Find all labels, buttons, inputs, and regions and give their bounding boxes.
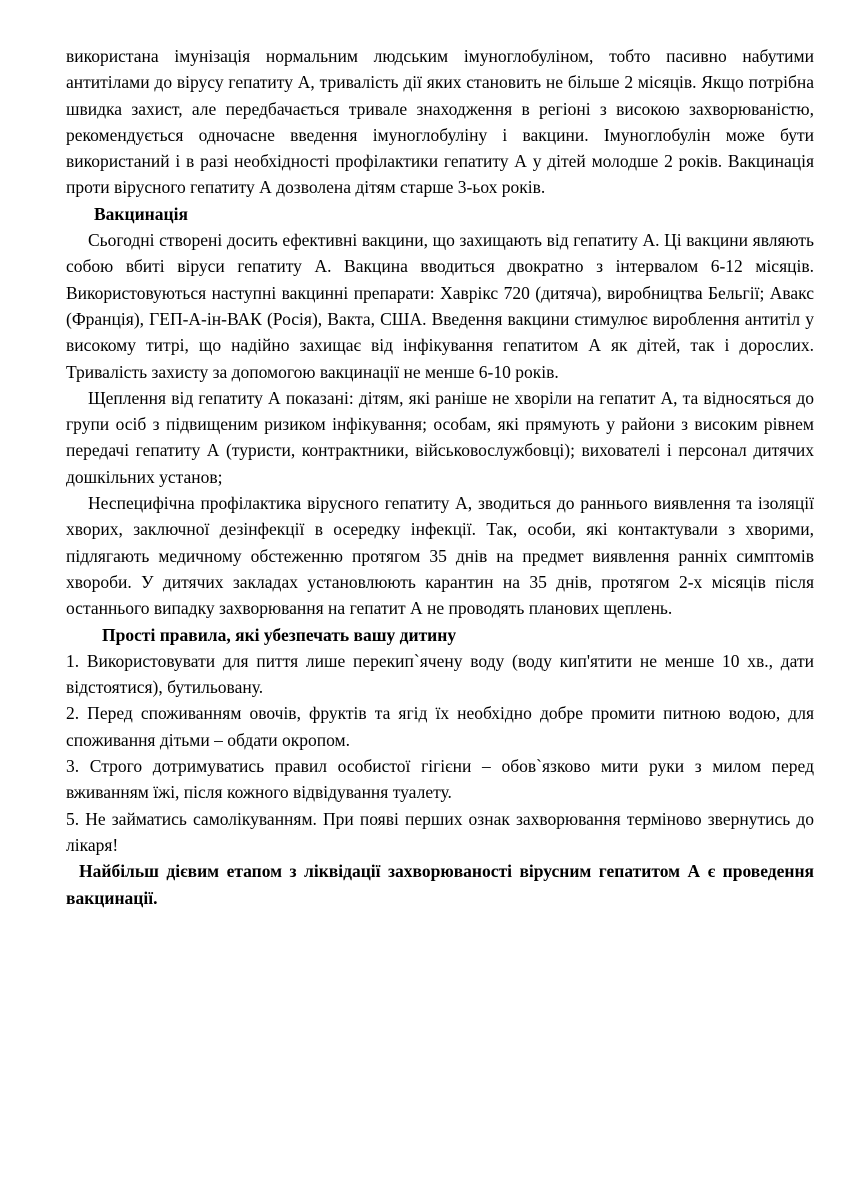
paragraph-vaccination-indications: Щеплення від гепатиту А показані: дітям, які раніше не хворіли на гепатит А, та відносяться до групи осіб з підвищеним ризиком інфікування; особам, які прямують у райони з високим рівнем передачі гепатиту А (туристи, контрактники, військовослужбовці); вихователі і персонал дитячих дошкільних установ; bbox=[66, 387, 814, 487]
paragraph-nonspecific-prevention: Неспецифічна профілактика вірусного гепатиту А, зводиться до раннього виявлення та ізоляції хворих, заключної дезінфекції в осередку інфекції. Так, особи, які контактували з хворими, підлягають медичному обстеженню протягом 35 днів на предмет виявлення ранніх симптомів хвороби. У дитячих закладах установлюють карантин на 35 днів, протягом 2-х місяців після останнього випадку захворювання на гепатит А не проводять планових щеплень. bbox=[66, 493, 814, 619]
rule-item-2: 2. Перед споживанням овочів, фруктів та ягід їх необхідно добре промити питною водою, для споживання дітьми – обдати окропом. bbox=[66, 703, 814, 750]
paragraph-immunoglobulin-continuation: використана імунізація нормальним людським імуноглобуліном, тобто пасивно набутими антитілами до вірусу гепатиту А, тривалість дії яких становить не більше 2 місяців. Якщо потрібна швидка захист, але передбачається тривале знаходження в регіоні з високою захворюваністю, рекомендується одночасне введення імуноглобуліну і вакцини. Імуноглобулін може бути використаний і в разі необхідності профілактики гепатиту А у дітей молодше 2 років. Вакцинація проти вірусного гепатиту А дозволена дітям старше 3-ьох років. bbox=[66, 46, 814, 198]
paragraph-conclusion: Найбільш дієвим етапом з ліквідації захворюваності вірусним гепатитом А є проведення вакцинації. bbox=[66, 861, 814, 908]
paragraph-vaccines-overview: Сьогодні створені досить ефективні вакцини, що захищають від гепатиту А. Ці вакцини являють собою вбиті віруси гепатиту А. Вакцина вводиться двократно з інтервалом 6-12 місяців. Використовуються наступні вакцинні препарати: Хаврікс 720 (дитяча), виробництва Бельгії; Авакс (Франція), ГЕП-А-ін-ВАК (Росія), Вакта, США. Введення вакцини стимулює вироблення антитіл у високому титрі, що надійно захищає від інфікування гепатитом А як дітей, так і дорослих. Тривалість захисту за допомогою вакцинації не менше 6-10 років. bbox=[66, 230, 814, 382]
rule-item-3: 3. Строго дотримуватись правил особистої гігієни – обов`язково мити руки з милом перед вживанням їжі, після кожного відвідування туалету. bbox=[66, 756, 814, 803]
rule-item-5: 5. Не займатись самолікуванням. При появі перших ознак захворювання терміново звернутись до лікаря! bbox=[66, 808, 814, 855]
heading-simple-rules: Прості правила, які убезпечать вашу дитину bbox=[102, 624, 457, 645]
rule-item-1: 1. Використовувати для пиття лише перекип`ячену воду (воду кип'ятити не менше 10 хв., дати відстоятися), бутильовану. bbox=[66, 650, 814, 698]
heading-vaccination: Вакцинація bbox=[94, 203, 188, 224]
